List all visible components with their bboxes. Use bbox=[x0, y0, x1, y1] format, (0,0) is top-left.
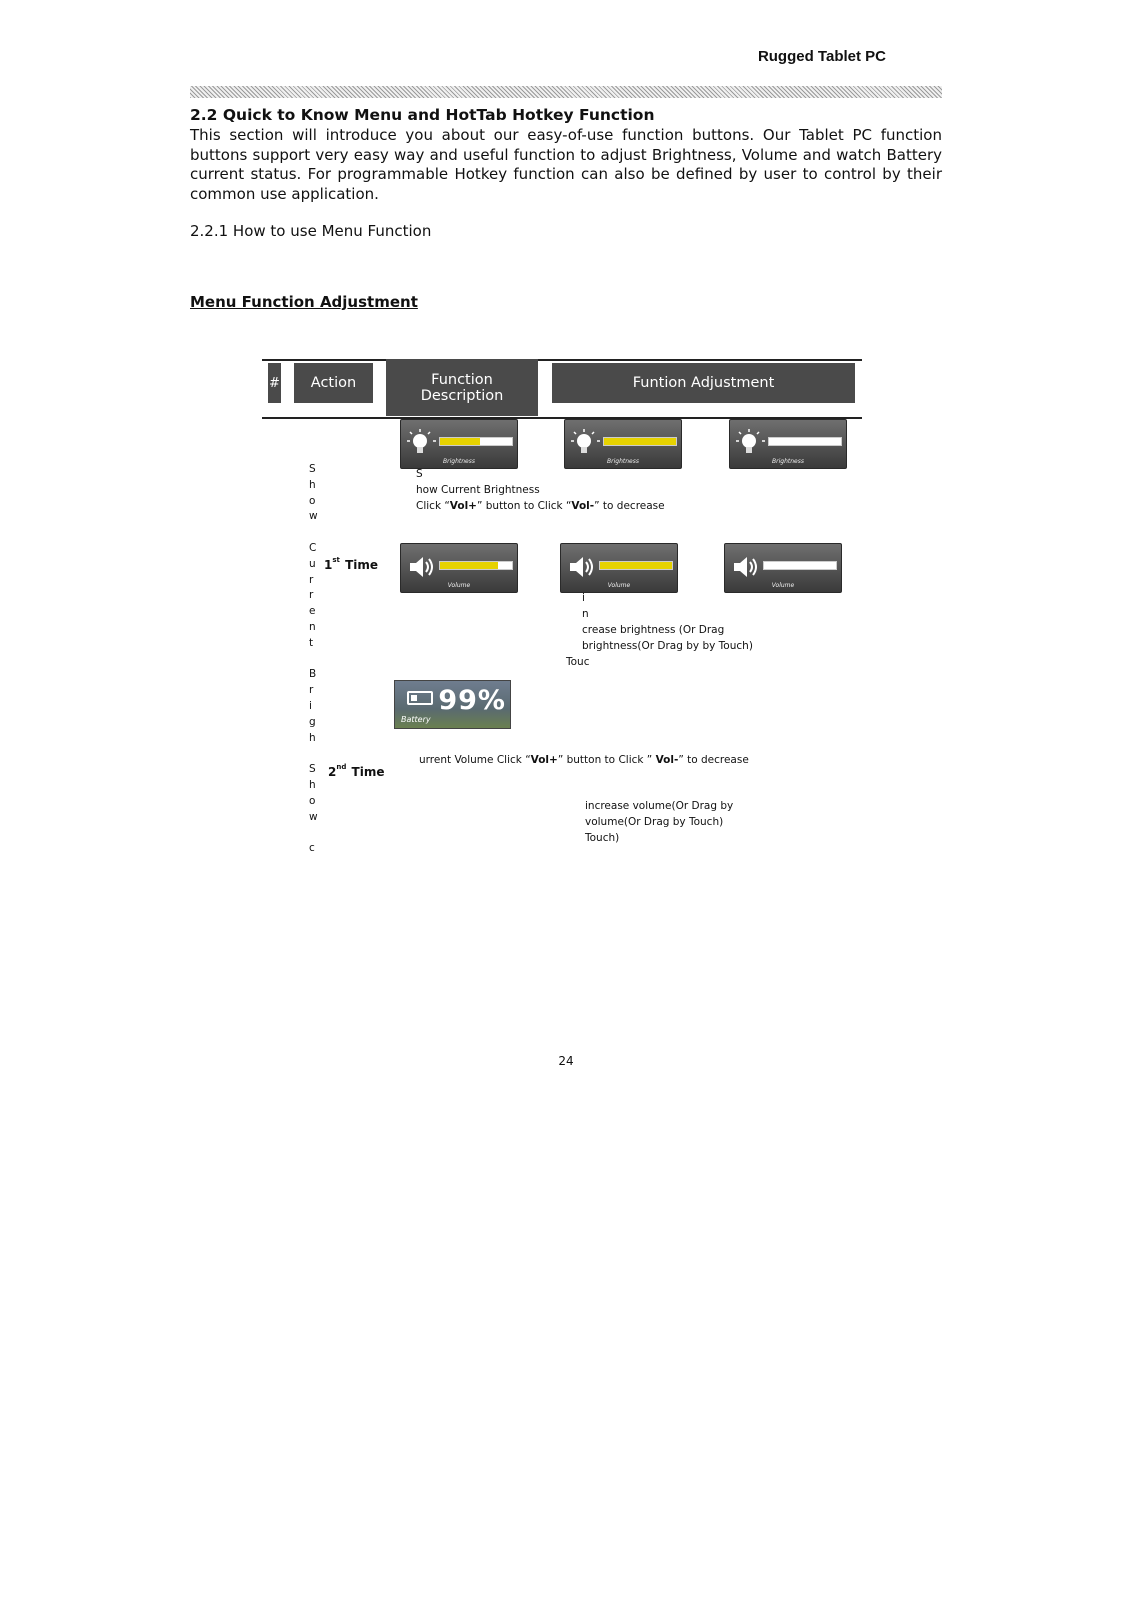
lightbulb-icon bbox=[736, 428, 766, 458]
vol-minus-key: Vol- bbox=[655, 754, 679, 766]
column-header-number: # bbox=[268, 363, 281, 403]
brightness-caption: Brightness bbox=[443, 458, 475, 465]
increase-volume-line2: volume(Or Drag by Touch) bbox=[585, 816, 724, 828]
time1-ordinal: st bbox=[332, 556, 340, 564]
volume-level-fill bbox=[600, 562, 672, 569]
table-top-rule bbox=[262, 359, 862, 361]
time1-number: 1 bbox=[324, 558, 333, 572]
vol-minus-key: Vol- bbox=[571, 500, 595, 512]
increase-brightness-line1: crease brightness (Or Drag bbox=[582, 624, 725, 636]
increase-text-i: i bbox=[582, 592, 585, 604]
time2-number: 2 bbox=[328, 765, 337, 779]
battery-osd bbox=[394, 680, 511, 729]
volume-level-bar bbox=[439, 561, 513, 570]
volume-caption: Volume bbox=[447, 582, 471, 589]
volume-osd bbox=[560, 543, 678, 593]
volume-caption: Volume bbox=[771, 582, 795, 589]
time2-ordinal: nd bbox=[336, 763, 347, 771]
brightness-click-a: Click “ bbox=[416, 500, 450, 512]
brightness-caption: Brightness bbox=[607, 458, 639, 465]
brightness-level-bar bbox=[603, 437, 677, 446]
column-header-function-adjustment: Funtion Adjustment bbox=[552, 363, 855, 403]
running-header-title: Rugged Tablet PC bbox=[757, 48, 886, 65]
battery-icon bbox=[407, 691, 433, 705]
volume-osd bbox=[724, 543, 842, 593]
lightbulb-icon bbox=[407, 428, 437, 458]
subsection-heading: 2.2.1 How to use Menu Function bbox=[190, 222, 432, 240]
volume-osd bbox=[400, 543, 518, 593]
volume-level-bar bbox=[763, 561, 837, 570]
brightness-osd bbox=[729, 419, 847, 469]
vertical-description-text: S h o w C u r r e n t B r i g h S h o w c bbox=[309, 463, 318, 855]
brightness-click-c: ” to decrease bbox=[594, 500, 665, 512]
increase-text-n: n bbox=[582, 608, 589, 620]
vol-plus-key: Vol+ bbox=[530, 754, 558, 766]
volume-caption: Volume bbox=[607, 582, 631, 589]
section-heading: 2.2 Quick to Know Menu and HotTab Hotkey Function bbox=[190, 106, 655, 124]
time1-word: Time bbox=[345, 558, 379, 572]
volume-click-b: ” button to Click ” bbox=[557, 754, 656, 766]
brightness-click-instruction bbox=[416, 498, 665, 514]
increase-text-touc: Touc bbox=[566, 656, 590, 668]
brightness-description: how Current Brightness bbox=[416, 484, 540, 496]
second-time-label bbox=[328, 763, 385, 779]
speaker-icon bbox=[567, 552, 597, 582]
intro-text: This section will introduce you about our easy-of-use function buttons. Our Tablet PC function buttons support very easy way and useful function to adjust Brightness, Volume and watch Battery current status. For programmable Hotkey function can also be defined by user to control by their common use application. bbox=[190, 126, 942, 203]
volume-click-a: urrent Volume Click “ bbox=[419, 754, 531, 766]
speaker-icon bbox=[731, 552, 761, 582]
brightness-level-bar bbox=[768, 437, 842, 446]
brightness-click-b: ” button to Click “ bbox=[476, 500, 572, 512]
vol-plus-key: Vol+ bbox=[449, 500, 477, 512]
increase-volume-line1: increase volume(Or Drag by bbox=[585, 800, 734, 812]
first-time-label bbox=[324, 556, 378, 572]
column-header-function-description bbox=[386, 359, 538, 416]
volume-click-instruction bbox=[419, 752, 749, 768]
brightness-text-s: S bbox=[416, 468, 423, 480]
brightness-level-fill bbox=[440, 438, 480, 445]
page-number: 24 bbox=[558, 1054, 574, 1068]
function-header-line1: Function bbox=[431, 371, 493, 388]
brightness-level-fill bbox=[604, 438, 676, 445]
battery-caption: Battery bbox=[401, 715, 431, 724]
brightness-osd bbox=[400, 419, 518, 469]
brightness-osd bbox=[564, 419, 682, 469]
volume-level-fill bbox=[440, 562, 498, 569]
battery-percent: 99% bbox=[438, 685, 506, 716]
decorative-pattern-bar bbox=[190, 86, 942, 98]
brightness-level-bar bbox=[439, 437, 513, 446]
increase-volume-line3: Touch) bbox=[585, 832, 620, 844]
volume-click-c: ” to decrease bbox=[678, 754, 749, 766]
intro-paragraph bbox=[190, 126, 942, 204]
increase-brightness-line2: brightness(Or Drag by by Touch) bbox=[582, 640, 753, 652]
menu-function-title: Menu Function Adjustment bbox=[190, 293, 418, 311]
volume-level-bar bbox=[599, 561, 673, 570]
lightbulb-icon bbox=[571, 428, 601, 458]
function-header-line2: Description bbox=[420, 387, 504, 404]
time2-word: Time bbox=[351, 765, 385, 779]
column-header-action: Action bbox=[294, 363, 373, 403]
speaker-icon bbox=[407, 552, 437, 582]
brightness-caption: Brightness bbox=[772, 458, 804, 465]
